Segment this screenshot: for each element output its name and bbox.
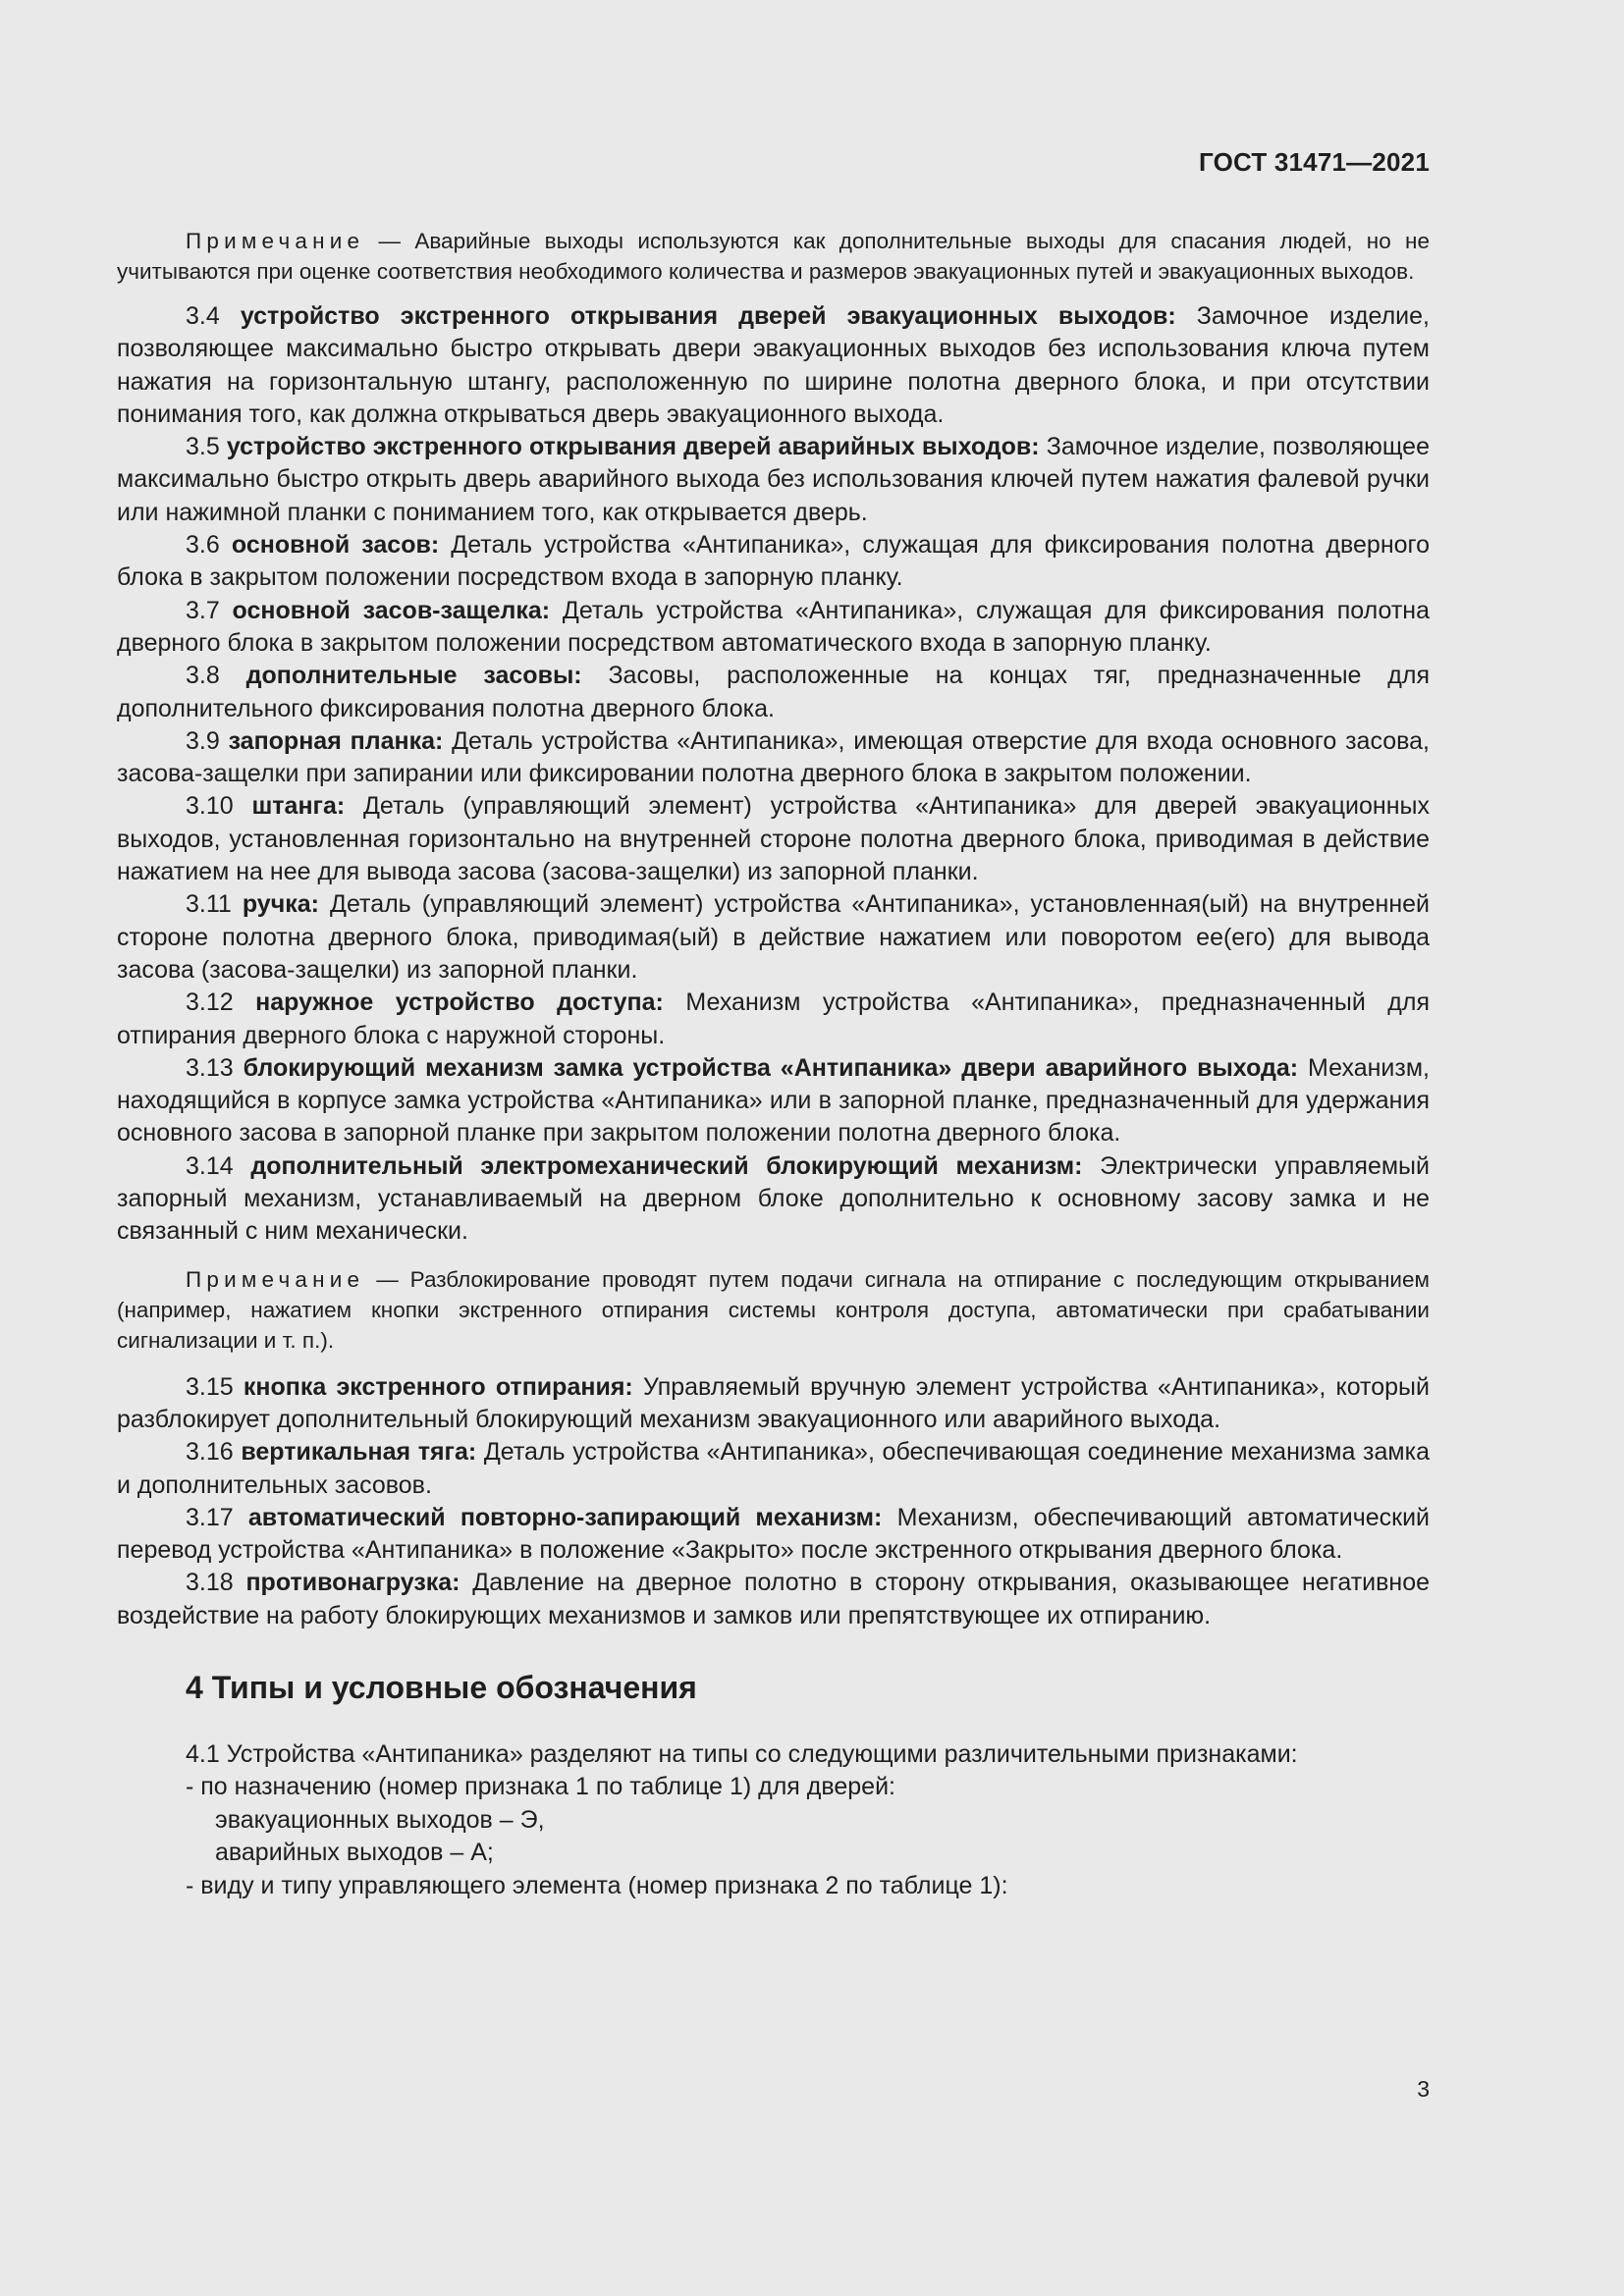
- term-definition: Электрически управляемый запорный механизм, устанавливаемый на дверном блоке дополнительно к основному засову замка и не связанный с ним механически.: [117, 1151, 1430, 1246]
- term-number: 3.4: [186, 302, 220, 330]
- term-paragraph: [117, 300, 1430, 431]
- section-paragraph: 4.1 Устройства «Антипаника» разделяют на типы со следующими различительными признаками:: [186, 1739, 1298, 1768]
- term-paragraph: [117, 790, 1430, 888]
- term-name: устройство экстренного открывания дверей аварийных выходов:: [226, 433, 1040, 461]
- term-number: 3.13: [186, 1053, 234, 1082]
- term-definition: Деталь (управляющий элемент) устройства «Антипаника», установленная(ый) на внутренней стороне полотна дверного блока, приводимая(ый) в действие нажатием или поворотом ее(его) для вывода засова (засова-защелки) из запорной планки.: [117, 890, 1431, 984]
- term-number: 3.18: [186, 1569, 234, 1597]
- term-definition: Замочное изделие, позволяющее максимально быстро открывать двери эвакуационных выходов без использования ключа путем нажатия на горизонтальную штангу, расположенную по ширине полотна дверного блока, и при отсутствии понимания того, как должна открываться дверь эвакуационного выхода.: [117, 302, 1430, 428]
- term-definition: Механизм, обеспечивающий автоматический перевод устройства «Антипаника» в положение «Закрыто» после экстренного открывания дверного блока.: [117, 1503, 1431, 1565]
- term-paragraph: [117, 987, 1430, 1052]
- term-paragraph: [117, 1436, 1430, 1502]
- term-definition: Деталь устройства «Антипаника», служащая для фиксирования полотна дверного блока в закрытом положении посредством автоматического входа в запорную планку.: [117, 596, 1431, 657]
- list-subitem: эвакуационных выходов – Э,: [215, 1805, 545, 1834]
- term-number: 3.15: [186, 1372, 234, 1401]
- term-paragraph: [117, 431, 1430, 529]
- term-paragraph: [117, 1567, 1430, 1632]
- term-number: 3.11: [186, 890, 232, 919]
- page-content: [117, 226, 1430, 1902]
- term-definition: Деталь устройства «Антипаника», обеспечивающая соединение механизма замка и дополнительных засовов.: [117, 1438, 1430, 1499]
- term-paragraph: [117, 1150, 1430, 1249]
- term-paragraph: [117, 1052, 1430, 1150]
- term-number: 3.14: [186, 1151, 234, 1180]
- term-name: дополнительный электромеханический блокирующий механизм:: [250, 1151, 1083, 1180]
- note-paragraph: [117, 1264, 1430, 1356]
- term-name: дополнительные засовы:: [245, 662, 582, 690]
- page-number: 3: [1417, 2076, 1430, 2102]
- term-paragraph: [117, 1502, 1430, 1568]
- term-name: наружное устройство доступа:: [255, 988, 664, 1017]
- term-number: 3.6: [186, 531, 220, 560]
- term-number: 3.10: [186, 792, 234, 821]
- term-definition: Засовы, расположенные на концах тяг, предназначенные для дополнительного фиксирования полотна дверного блока.: [117, 662, 1430, 722]
- term-definition: Механизм устройства «Антипаника», предназначенный для отпирания дверного блока с наружной стороны.: [117, 988, 1430, 1049]
- term-paragraph: [117, 529, 1430, 595]
- term-name: блокирующий механизм замка устройства «Антипаника» двери аварийного выхода:: [243, 1053, 1299, 1082]
- term-definition: Управляемый вручную элемент устройства «Антипаника», который разблокирует дополнительный блокирующий механизм эвакуационного или аварийного выхода.: [117, 1372, 1430, 1433]
- term-definition: Давление на дверное полотно в сторону открывания, оказывающее негативное воздействие на работу блокирующих механизмов и замков или препятствующее их отпиранию.: [117, 1569, 1431, 1629]
- term-name: основной засов-защелка:: [232, 596, 551, 624]
- term-number: 3.9: [186, 726, 220, 755]
- term-name: запорная планка:: [228, 726, 444, 755]
- term-name: вертикальная тяга:: [241, 1438, 477, 1467]
- term-name: устройство экстренного открывания дверей эвакуационных выходов:: [240, 302, 1176, 330]
- term-number: 3.17: [186, 1503, 234, 1531]
- note-label: Примечание: [186, 1266, 365, 1292]
- term-number: 3.5: [186, 433, 220, 461]
- term-paragraph: [117, 888, 1430, 987]
- term-number: 3.8: [186, 662, 220, 690]
- term-definition: Замочное изделие, позволяющее максимально быстро открыть дверь аварийного выхода без использования ключей путем нажатия фалевой ручки или нажимной планки с пониманием того, как открывается дверь.: [117, 433, 1430, 526]
- term-number: 3.7: [186, 596, 220, 624]
- term-paragraph: [117, 725, 1430, 791]
- term-definition: Деталь (управляющий элемент) устройства «Антипаника» для дверей эвакуационных выходов, установленная горизонтально на внутренней стороне полотна дверного блока, приводимая в действие нажатием на нее для вывода засова (засова-защелки) из запорной планки.: [117, 792, 1431, 886]
- term-paragraph: [117, 660, 1430, 725]
- term-definition: Деталь устройства «Антипаника», имеющая отверстие для входа основного засова, засова-защелки при запирании или фиксировании полотна дверного блока в закрытом положении.: [117, 726, 1430, 788]
- term-definition: Механизм, находящийся в корпусе замка устройства «Антипаника» или в запорной планке, предназначенный для удержания основного засова в запорной планке при закрытом положении полотна дверного блока.: [117, 1053, 1430, 1148]
- note-label: Примечание: [186, 229, 365, 253]
- terms-list: [117, 300, 1430, 1249]
- document-id-header: ГОСТ 31471—2021: [1199, 147, 1430, 177]
- term-name: основной засов:: [231, 531, 440, 560]
- note-text: — Аварийные выходы используются как дополнительные выходы для спасания людей, но не учитываются при оценке соответствия необходимого количества и размеров эвакуационных путей и эвакуационных выходов.: [117, 229, 1430, 284]
- term-number: 3.16: [186, 1438, 234, 1467]
- note-paragraph: [117, 226, 1430, 287]
- term-name: автоматический повторно-запирающий механизм:: [247, 1503, 883, 1531]
- term-paragraph: [117, 1371, 1430, 1437]
- terms-list: [117, 1371, 1430, 1632]
- list-item: - виду и типу управляющего элемента (номер признака 2 по таблице 1):: [186, 1871, 1008, 1899]
- note-text: — Разблокирование проводят путем подачи сигнала на отпирание с последующим открыванием (например, нажатием кнопки экстренного отпирания системы контроля доступа, автоматически при срабатывании сигнализации и т. п.).: [117, 1266, 1430, 1353]
- list-item: - по назначению (номер признака 1 по таблице 1) для дверей:: [186, 1773, 895, 1801]
- section-heading: 4 Типы и условные обозначения: [186, 1669, 697, 1705]
- term-name: штанга:: [251, 792, 346, 821]
- list-subitem: аварийных выходов – А;: [215, 1839, 494, 1867]
- term-name: противонагрузка:: [245, 1569, 460, 1597]
- term-number: 3.12: [186, 988, 234, 1017]
- term-name: кнопка экстренного отпирания:: [243, 1372, 633, 1401]
- term-definition: Деталь устройства «Антипаника», служащая для фиксирования полотна дверного блока в закрытом положении посредством входа в запорную планку.: [117, 531, 1431, 592]
- term-name: ручка:: [242, 890, 319, 919]
- term-paragraph: [117, 595, 1430, 661]
